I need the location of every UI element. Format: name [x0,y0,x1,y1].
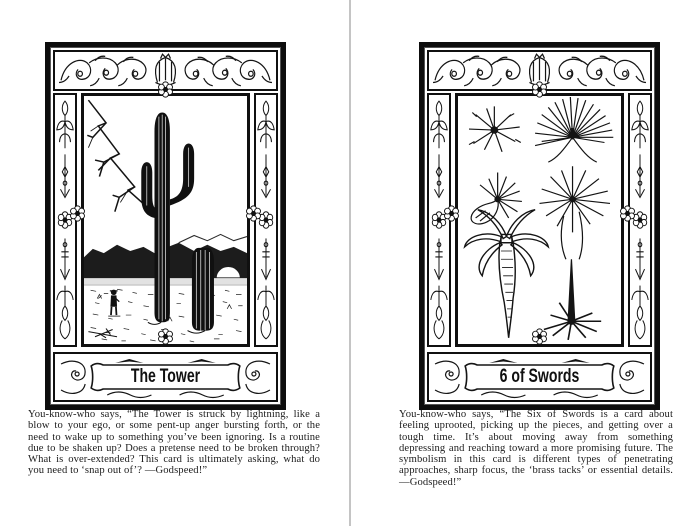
card-description-text: You-know-who says, “The Six of Swords is a card about feeling uprooted, picking up the pieces, and getting over a tough time. It’s about moving away from something depressing and reaching toward a more promising future. The symbolism in this card is different types of penetrating approaches, sharp focus, the ‘brass tacks’ or essential details. —Godspeed!” [399,409,673,488]
card-title-banner [53,352,278,402]
tower-card-art [84,96,247,344]
rosette-flower-icon [245,205,262,222]
rosette-flower-icon [157,328,174,345]
card-title-banner [427,352,652,402]
tarot-card-6-of-swords [419,42,660,410]
rosette-flower-icon [443,205,460,222]
tarot-card-the-tower [45,42,286,410]
rosette-flower-icon [69,205,86,222]
six-of-swords-card-art [458,96,621,344]
page-divider [349,0,351,526]
card-description-text: You-know-who says, “The Tower is struck by lightning, like a blow to your ego, or some pent-up anger bursting forth, or the need to wake up to something you’ve been ignoring. Is a routine due to be shaken up? Does a pretense need to be broken through? What is over-extended? This card is ultimately asking, what do you need to ‘snap out of’? —Godspeed!” [28,409,320,477]
rosette-flower-icon [157,81,174,98]
rosette-flower-icon [531,81,548,98]
card-art-panel [455,93,624,347]
rosette-flower-icon [619,205,636,222]
rosette-flower-icon [531,328,548,345]
card-title: The Tower [130,366,201,387]
card-art-panel [81,93,250,347]
card-title: 6 of Swords [499,366,580,387]
